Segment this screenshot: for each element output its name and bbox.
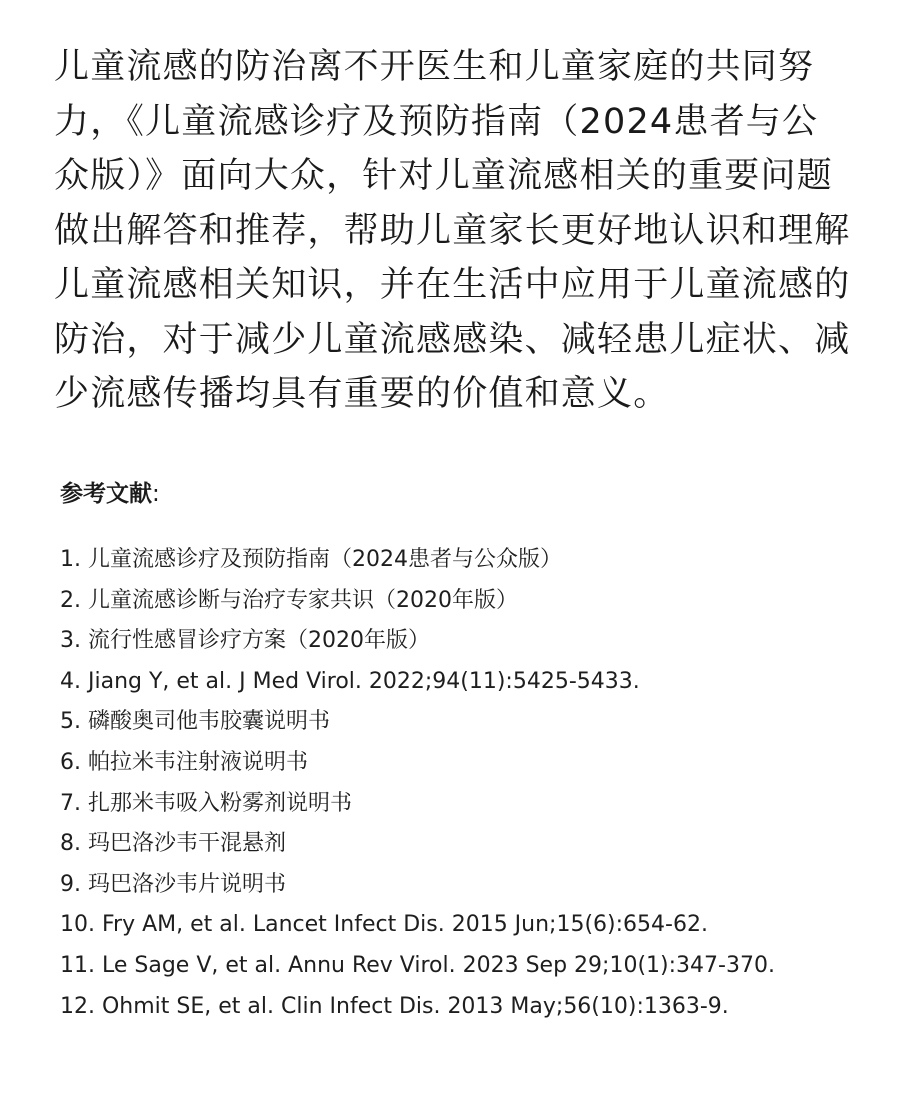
reference-item: 9. 玛巴洛沙韦片说明书 bbox=[60, 871, 286, 897]
reference-item: 7. 扎那米韦吸入粉雾剂说明书 bbox=[60, 790, 352, 816]
reference-item: 3. 流行性感冒诊疗方案（2020年版） bbox=[60, 628, 430, 654]
reference-item: 5. 磷酸奥司他韦胶囊说明书 bbox=[60, 709, 330, 735]
reference-item: 4. Jiang Y, et al. J Med Virol. 2022;94(11):5425-5433. bbox=[60, 668, 640, 694]
reference-item: 10. Fry AM, et al. Lancet Infect Dis. 2015 Jun;15(6):654-62. bbox=[60, 912, 708, 938]
reference-item: 11. Le Sage V, et al. Annu Rev Virol. 2023 Sep 29;10(1):347-370. bbox=[60, 952, 775, 978]
reference-item: 12. Ohmit SE, et al. Clin Infect Dis. 2013 May;56(10):1363-9. bbox=[60, 993, 729, 1019]
intro-paragraph: 儿童流感的防治离不开医生和儿童家庭的共同努力，《儿童流感诊疗及预防指南（2024患者与公众版）》面向大众，针对儿童流感相关的重要问题做出解答和推荐，帮助儿童家长更好地认识和理解儿童流感相关知识，并在生活中应用于儿童流感的防治，对于减少儿童流感感染、减轻患儿症状、减少流感传播均具有重要的价值和意义。 bbox=[54, 47, 851, 414]
references-heading-colon: : bbox=[152, 481, 160, 507]
references-heading bbox=[60, 478, 860, 510]
references-heading-text: 参考文献 bbox=[60, 481, 152, 507]
reference-item: 1. 儿童流感诊疗及预防指南（2024患者与公众版） bbox=[60, 547, 562, 572]
reference-item: 6. 帕拉米韦注射液说明书 bbox=[60, 749, 308, 775]
reference-item: 8. 玛巴洛沙韦干混悬剂 bbox=[60, 831, 286, 857]
references-section bbox=[60, 478, 860, 1027]
references-list bbox=[60, 540, 860, 1027]
reference-item: 2. 儿童流感诊断与治疗专家共识（2020年版） bbox=[60, 587, 518, 613]
